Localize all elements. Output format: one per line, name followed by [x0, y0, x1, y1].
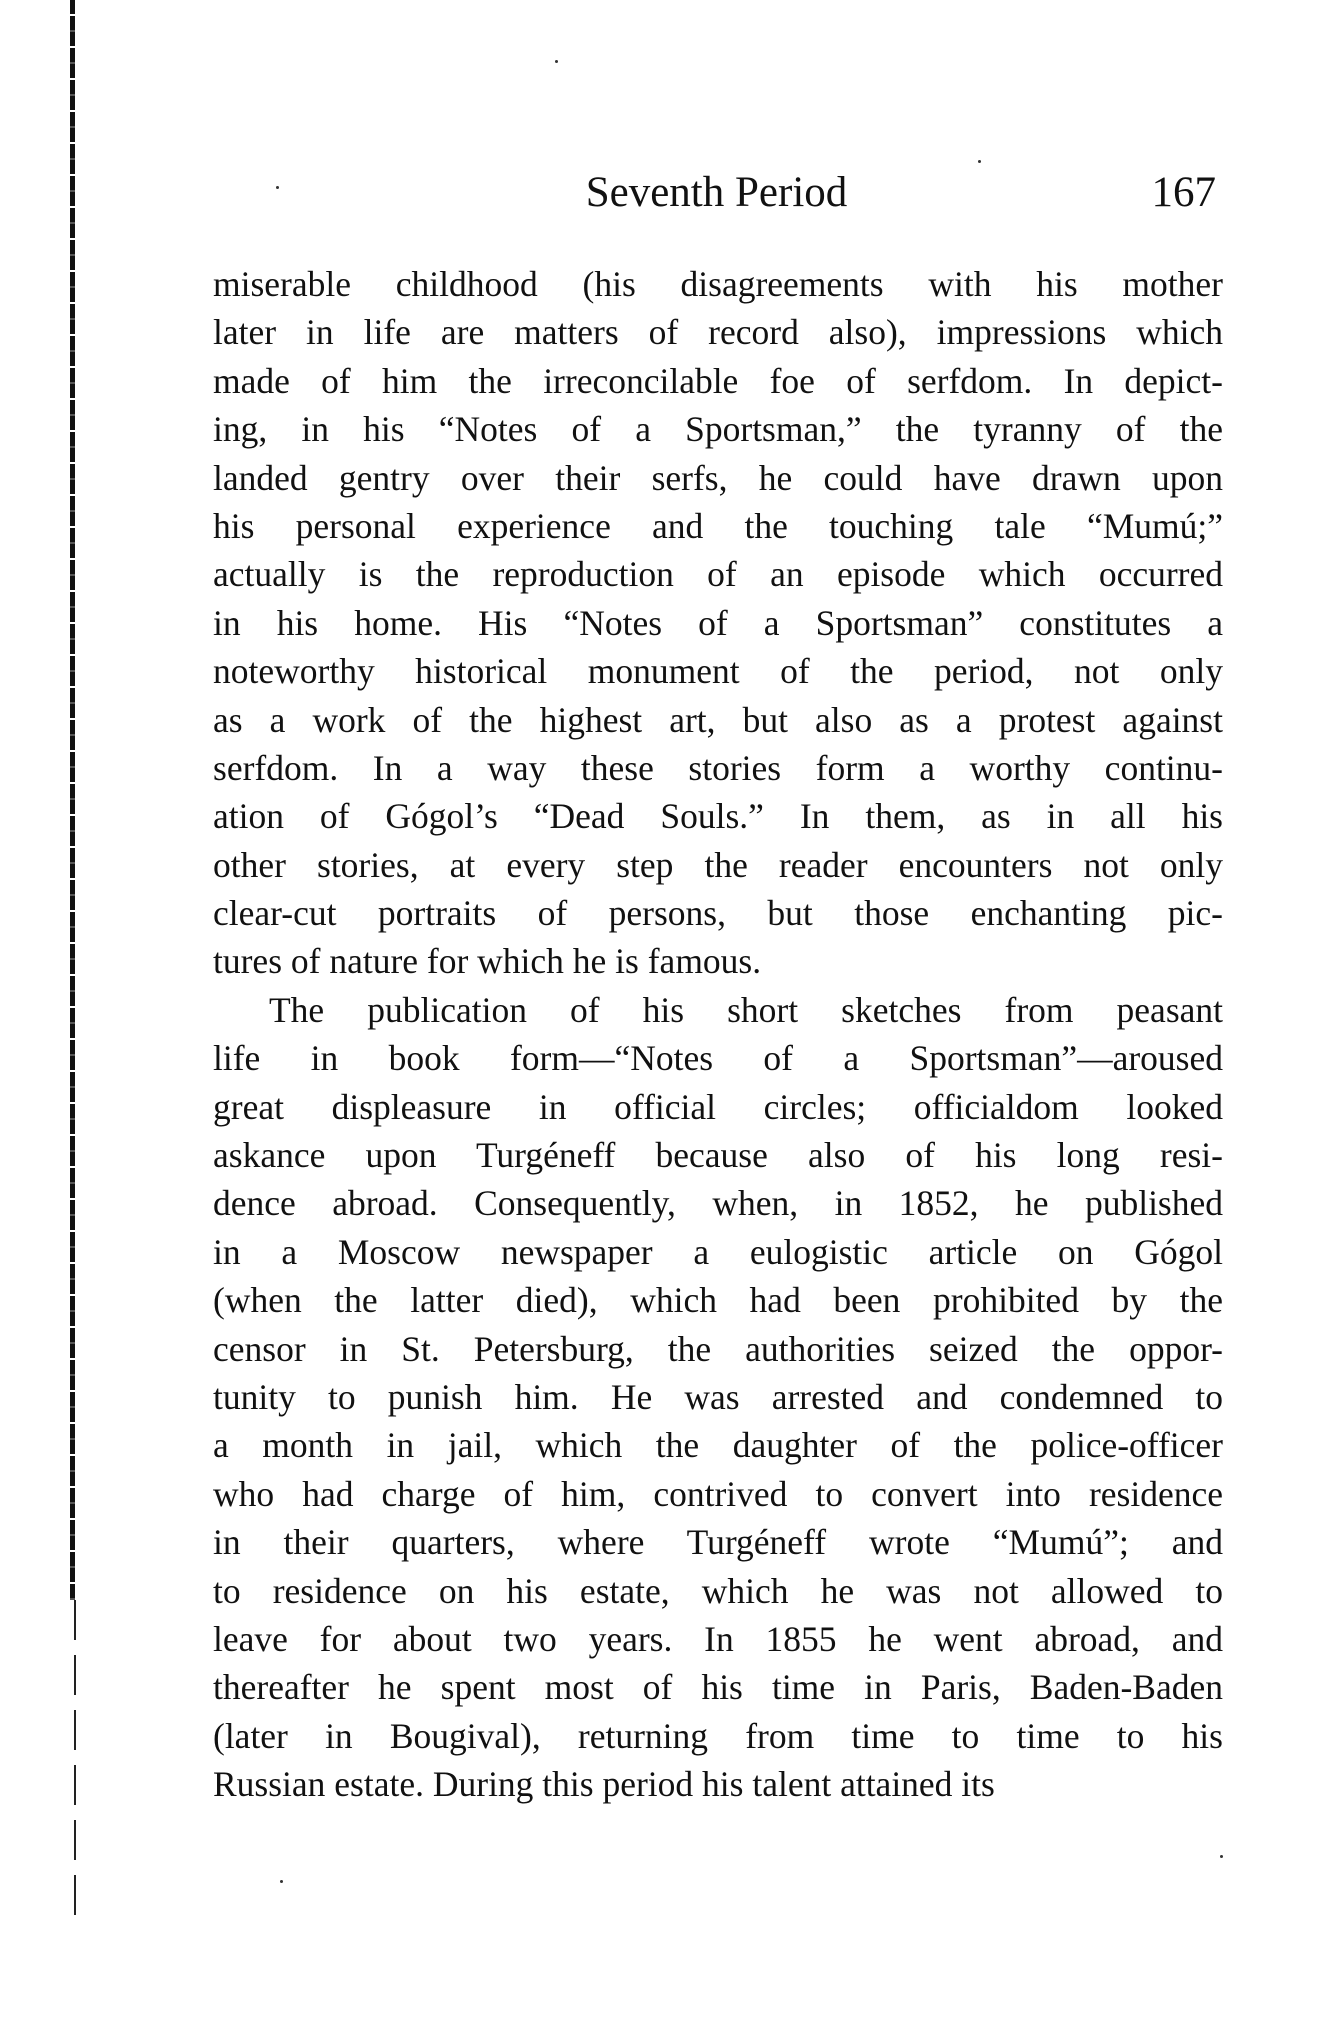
text-line: other stories, at every step the reader encounters not only: [213, 844, 1223, 885]
print-speck: [1220, 1855, 1223, 1858]
text-line: ation of Gógol’s “Dead Souls.” In them, as in all his: [213, 796, 1223, 837]
text-line: actually is the reproduction of an episode which occurred: [213, 554, 1223, 595]
text-line: leave for about two years. In 1855 he went abroad, and: [213, 1618, 1223, 1659]
text-line: (later in Bougival), returning from time to time to his: [213, 1715, 1223, 1756]
text-line: later in life are matters of record also), impressions which: [213, 312, 1223, 353]
paragraph: [213, 260, 1223, 986]
body-text: [213, 260, 1223, 1809]
text-line: censor in St. Petersburg, the authorities seized the oppor-: [213, 1328, 1223, 1369]
text-line: tures of nature for which he is famous.: [213, 941, 762, 982]
print-speck: [978, 160, 981, 163]
text-line: landed gentry over their serfs, he could have drawn upon: [213, 457, 1223, 498]
text-line: who had charge of him, contrived to convert into residence: [213, 1473, 1223, 1514]
text-line: noteworthy historical monument of the period, not only: [213, 651, 1223, 692]
print-speck: [276, 186, 279, 189]
text-line: miserable childhood (his disagreements with his mother: [213, 264, 1223, 304]
text-line: great displeasure in official circles; officialdom looked: [213, 1086, 1223, 1127]
binding-edge-rule: [70, 0, 75, 1600]
running-head: [213, 168, 1220, 220]
text-line: in his home. His “Notes of a Sportsman” constitutes a: [213, 602, 1223, 643]
text-line: clear-cut portraits of persons, but those enchanting pic-: [213, 893, 1223, 934]
text-line: thereafter he spent most of his time in Paris, Baden-Baden: [213, 1667, 1223, 1708]
binding-edge-rule-lower: [74, 1600, 76, 1930]
running-title: Seventh Period: [585, 169, 848, 216]
text-line: dence abroad. Consequently, when, in 1852, he published: [213, 1183, 1223, 1224]
text-line: The publication of his short sketches from peasant: [269, 989, 1223, 1030]
text-line: his personal experience and the touching tale “Mumú;”: [213, 505, 1223, 546]
text-line: tunity to punish him. He was arrested and condemned to: [213, 1376, 1223, 1417]
text-line: ing, in his “Notes of a Sportsman,” the tyranny of the: [213, 409, 1223, 450]
text-line: serfdom. In a way these stories form a worthy continu-: [213, 747, 1223, 788]
text-line: askance upon Turgéneff because also of his long resi-: [213, 1135, 1223, 1176]
text-line: in a Moscow newspaper a eulogistic article on Gógol: [213, 1231, 1223, 1272]
text-line: a month in jail, which the daughter of the police-officer: [213, 1425, 1223, 1466]
text-line: made of him the irreconcilable foe of serfdom. In depict-: [213, 360, 1223, 401]
print-speck: [280, 1880, 283, 1883]
text-line: in their quarters, where Turgéneff wrote “Mumú”; and: [213, 1522, 1223, 1563]
text-line: to residence on his estate, which he was not allowed to: [213, 1570, 1223, 1611]
text-line: Russian estate. During this period his talent attained its: [213, 1764, 995, 1805]
text-line: as a work of the highest art, but also as a protest against: [213, 699, 1223, 740]
text-line: (when the latter died), which had been prohibited by the: [213, 1280, 1223, 1321]
page-number: 167: [1151, 169, 1216, 216]
paragraph: [213, 986, 1223, 1809]
print-speck: [555, 60, 558, 63]
text-line: life in book form—“Notes of a Sportsman”—aroused: [213, 1038, 1223, 1079]
